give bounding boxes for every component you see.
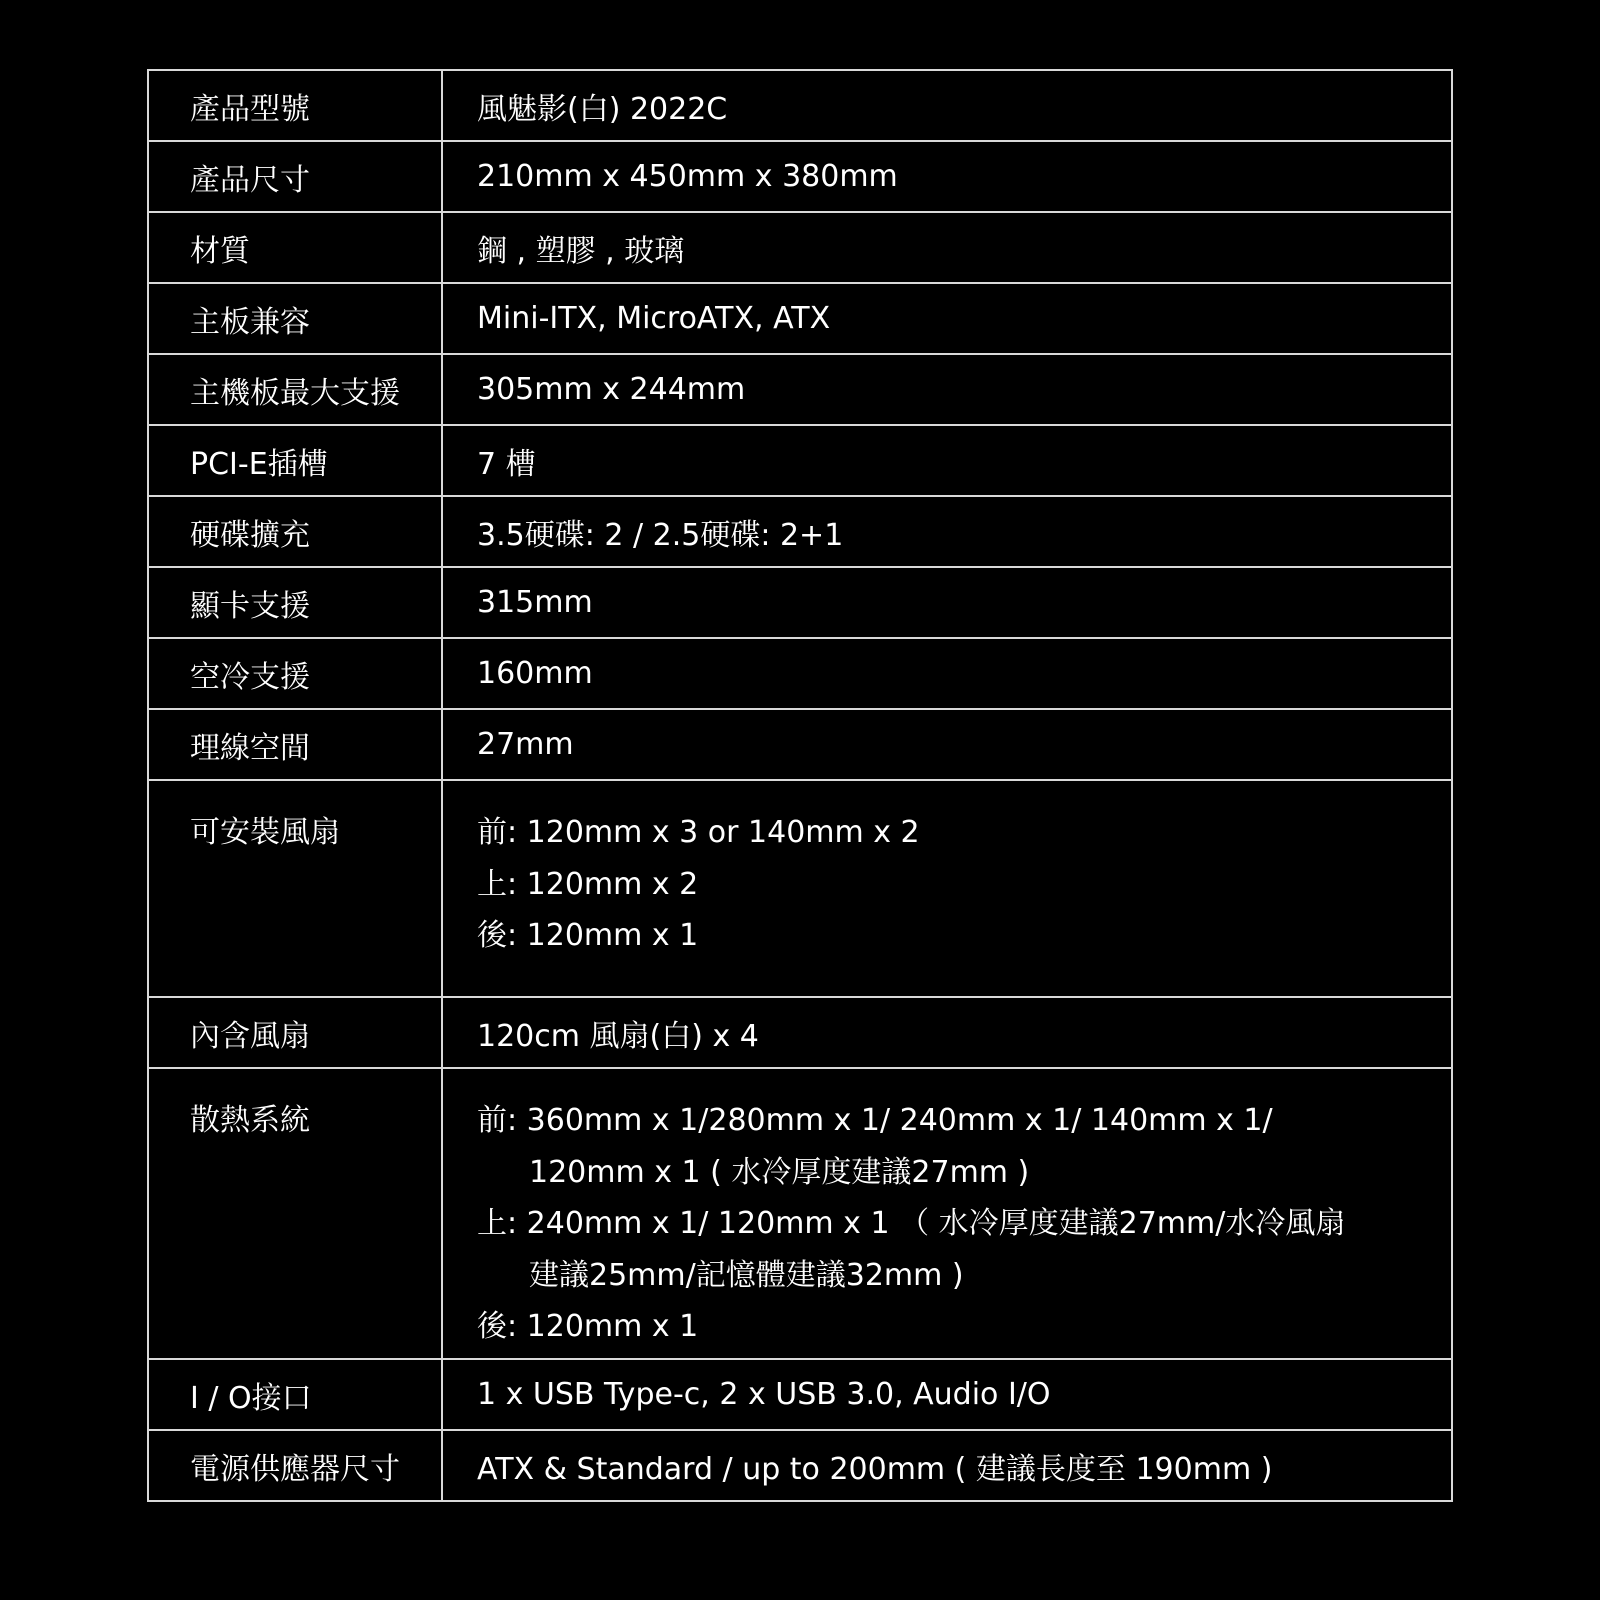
spec-value: 210mm x 450mm x 380mm <box>442 141 1452 212</box>
spec-row-cable-space <box>148 709 1452 780</box>
spec-value <box>442 1068 1452 1359</box>
spec-label: 產品尺寸 <box>148 141 442 212</box>
spec-value: 120cm 風扇(白) x 4 <box>442 997 1452 1068</box>
spec-label-text: 散熱系統 <box>190 1103 310 1138</box>
spec-row-fan-mounts <box>148 780 1452 997</box>
spec-value-line: 120mm x 1 ( 水冷厚度建議27mm ) <box>529 1154 1030 1190</box>
spec-label: 主機板最大支援 <box>148 354 442 425</box>
spec-value-line: 後: 120mm x 1 <box>477 1309 699 1344</box>
spec-label: 主板兼容 <box>148 283 442 354</box>
spec-label: 電源供應器尺寸 <box>148 1430 442 1501</box>
spec-label: 內含風扇 <box>148 997 442 1068</box>
spec-value-line: 前: 120mm x 3 or 140mm x 2 <box>477 815 920 850</box>
spec-row-cpu-cooler <box>148 638 1452 709</box>
spec-row-psu-size <box>148 1430 1452 1501</box>
spec-row-drive-bays <box>148 496 1452 567</box>
spec-value: ATX & Standard / up to 200mm ( 建議長度至 190mm ) <box>442 1430 1452 1501</box>
spec-value: 3.5硬碟: 2 / 2.5硬碟: 2+1 <box>442 496 1452 567</box>
spec-value: 315mm <box>442 567 1452 638</box>
spec-label <box>148 780 442 997</box>
spec-value-line: 前: 360mm x 1/280mm x 1/ 240mm x 1/ 140mm x 1/ <box>477 1103 1273 1138</box>
spec-value: 160mm <box>442 638 1452 709</box>
spec-value: 鋼 , 塑膠 , 玻璃 <box>442 212 1452 283</box>
spec-value: Mini-ITX, MicroATX, ATX <box>442 283 1452 354</box>
spec-row-cooling-system <box>148 1068 1452 1359</box>
spec-row-motherboard-compat <box>148 283 1452 354</box>
spec-value-line: 建議25mm/記憶體建議32mm ) <box>529 1257 964 1293</box>
spec-value: 305mm x 244mm <box>442 354 1452 425</box>
spec-label: 理線空間 <box>148 709 442 780</box>
spec-table <box>147 69 1453 1502</box>
spec-value: 1 x USB Type-c, 2 x USB 3.0, Audio I/O <box>442 1359 1452 1430</box>
spec-row-io-ports <box>148 1359 1452 1430</box>
spec-label <box>148 1068 442 1359</box>
spec-row-motherboard-max <box>148 354 1452 425</box>
spec-value-line: 後: 120mm x 1 <box>477 918 699 953</box>
spec-value-line: 上: 120mm x 2 <box>477 866 699 902</box>
spec-value <box>442 780 1452 997</box>
spec-value: 27mm <box>442 709 1452 780</box>
spec-label: PCI-E插槽 <box>148 425 442 496</box>
spec-label: 硬碟擴充 <box>148 496 442 567</box>
spec-row-pcie-slots <box>148 425 1452 496</box>
spec-label: 顯卡支援 <box>148 567 442 638</box>
spec-row-dimensions <box>148 141 1452 212</box>
spec-label-text: 可安裝風扇 <box>190 815 340 850</box>
spec-label: 產品型號 <box>148 70 442 141</box>
spec-row-model <box>148 70 1452 141</box>
spec-label: 空冷支援 <box>148 638 442 709</box>
spec-value-line: 上: 240mm x 1/ 120mm x 1 （ 水冷厚度建議27mm/水冷風扇 <box>477 1206 1346 1241</box>
spec-value: 風魅影(白) 2022C <box>442 70 1452 141</box>
spec-row-included-fans <box>148 997 1452 1068</box>
spec-label: I / O接口 <box>148 1359 442 1430</box>
spec-label: 材質 <box>148 212 442 283</box>
spec-row-material <box>148 212 1452 283</box>
spec-value: 7 槽 <box>442 425 1452 496</box>
spec-row-gpu-length <box>148 567 1452 638</box>
